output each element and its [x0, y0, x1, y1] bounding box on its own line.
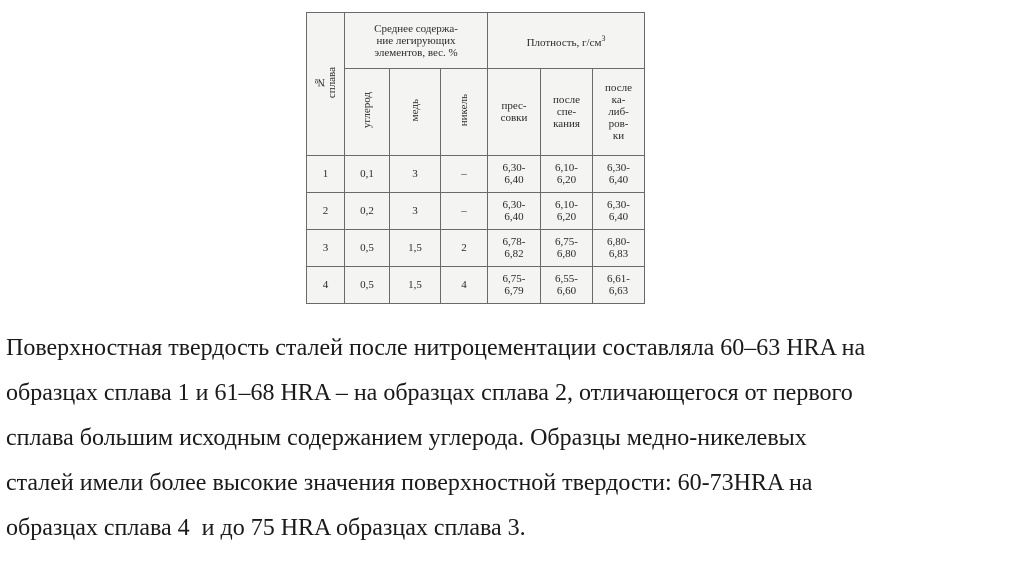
- cell-copper: 1,5: [390, 267, 441, 304]
- paragraph-line: сплава большим исходным содержанием углерода. Образцы медно-никелевых: [6, 425, 807, 451]
- cell-density-press: 6,75- 6,79: [488, 267, 541, 304]
- header-after-press: [488, 69, 541, 156]
- header-carbon: [345, 69, 390, 156]
- header-after-calib-label: после ка- либ- ров- ки: [605, 82, 632, 142]
- header-carbon-label: углерод: [361, 92, 373, 129]
- header-density-label: Плотность, г/см: [526, 36, 602, 49]
- cell-density-calib: 6,80- 6,83: [593, 230, 645, 267]
- header-alloy-number-label: № сплава: [313, 66, 338, 99]
- header-after-sinter-label: после спе- кания: [553, 94, 580, 130]
- header-after-press-label: прес- совки: [500, 100, 528, 124]
- paragraph-line: образцах сплава 4 и до 75 HRA образцах сплава 3.: [6, 515, 526, 541]
- cell-alloy-number: 2: [307, 193, 345, 230]
- paragraph-line: Поверхностная твердость сталей после нитроцементации составляла 60–63 HRA на: [6, 335, 866, 361]
- cell-density-press: 6,78- 6,82: [488, 230, 541, 267]
- cell-density-sinter: 6,10- 6,20: [541, 193, 593, 230]
- cell-nickel: –: [441, 156, 488, 193]
- cell-density-calib: 6,30- 6,40: [593, 156, 645, 193]
- header-after-sinter: [541, 69, 593, 156]
- cell-nickel: 4: [441, 267, 488, 304]
- header-composition-group: [345, 13, 488, 69]
- cell-carbon: 0,5: [345, 230, 390, 267]
- alloy-properties-table: [306, 12, 645, 304]
- cell-density-calib: 6,30- 6,40: [593, 193, 645, 230]
- hardness-paragraph: [6, 326, 1018, 551]
- table-row: [307, 156, 645, 193]
- cell-copper: 3: [390, 193, 441, 230]
- cell-density-press: 6,30- 6,40: [488, 193, 541, 230]
- paragraph-line: образцах сплава 1 и 61–68 HRA – на образцах сплава 2, отличающегося от первого: [6, 380, 853, 406]
- header-density-group: [488, 13, 645, 69]
- cell-alloy-number: 3: [307, 230, 345, 267]
- header-copper-label: медь: [409, 99, 421, 122]
- cell-copper: 3: [390, 156, 441, 193]
- cell-nickel: –: [441, 193, 488, 230]
- cell-density-sinter: 6,75- 6,80: [541, 230, 593, 267]
- table-row: [307, 267, 645, 304]
- header-density-superscript: 3: [601, 33, 606, 43]
- header-composition-label: Среднее содержа- ние легирующих элементов, вес. %: [374, 22, 458, 59]
- cell-alloy-number: 1: [307, 156, 345, 193]
- table-row: [307, 230, 645, 267]
- header-after-calib: [593, 69, 645, 156]
- alloy-table-image: [306, 12, 644, 303]
- cell-alloy-number: 4: [307, 267, 345, 304]
- table-row: [307, 193, 645, 230]
- cell-carbon: 0,2: [345, 193, 390, 230]
- header-nickel-label: никель: [458, 94, 470, 127]
- header-copper: [390, 69, 441, 156]
- cell-density-sinter: 6,10- 6,20: [541, 156, 593, 193]
- cell-carbon: 0,1: [345, 156, 390, 193]
- cell-nickel: 2: [441, 230, 488, 267]
- cell-carbon: 0,5: [345, 267, 390, 304]
- cell-density-calib: 6,61- 6,63: [593, 267, 645, 304]
- cell-density-press: 6,30- 6,40: [488, 156, 541, 193]
- cell-copper: 1,5: [390, 230, 441, 267]
- header-nickel: [441, 69, 488, 156]
- header-alloy-number: [307, 13, 345, 156]
- cell-density-sinter: 6,55- 6,60: [541, 267, 593, 304]
- paragraph-line: сталей имели более высокие значения поверхностной твердости: 60-73HRA на: [6, 470, 813, 496]
